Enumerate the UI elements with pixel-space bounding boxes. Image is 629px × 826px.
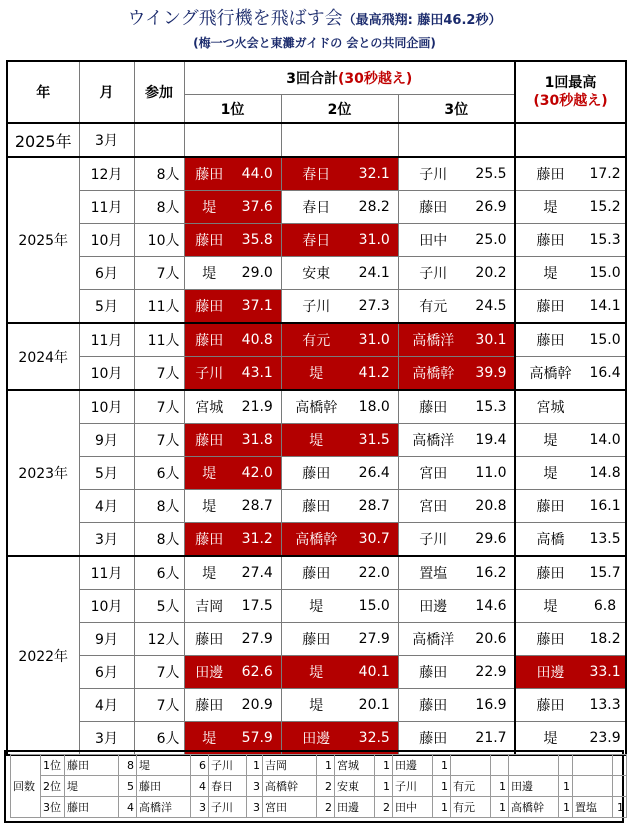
participants-cell: 7人 (134, 390, 184, 424)
table-row (7, 523, 626, 557)
tally-count: 1 (559, 776, 573, 797)
table-row (7, 290, 626, 324)
month-cell: 12月 (79, 157, 134, 191)
tally-count: 3 (247, 797, 263, 818)
first-value-cell: 20.9 (234, 689, 281, 722)
second-value-cell: 32.5 (351, 722, 398, 756)
table-row (7, 191, 626, 224)
tally-name: 子川 (209, 755, 247, 776)
table-row (7, 656, 626, 689)
table-row (7, 623, 626, 656)
best-value-cell: 16.1 (585, 490, 626, 523)
first-value-cell: 62.6 (234, 656, 281, 689)
tally-row (11, 776, 627, 797)
header-total3-label: 3回合計 (286, 71, 338, 87)
first-name-cell: 子川 (184, 357, 234, 391)
third-value-cell: 16.9 (468, 689, 515, 722)
tally-count: 1 (491, 797, 509, 818)
tally-count: 1 (613, 797, 627, 818)
table-row (7, 424, 626, 457)
second-name-cell: 堤 (281, 656, 351, 689)
first-name-cell: 藤田 (184, 523, 234, 557)
best-name-cell: 藤田 (515, 224, 585, 257)
month-cell: 11月 (79, 556, 134, 590)
tally-count: 2 (317, 797, 335, 818)
second-value-cell: 26.4 (351, 457, 398, 490)
second-value-cell: 22.0 (351, 556, 398, 590)
empty-cell (585, 123, 626, 157)
participants-cell: 11人 (134, 290, 184, 324)
second-value-cell: 41.2 (351, 357, 398, 391)
month-cell: 11月 (79, 191, 134, 224)
second-name-cell: 藤田 (281, 556, 351, 590)
second-value-cell: 31.0 (351, 323, 398, 357)
tally-name: 藤田 (65, 755, 119, 776)
year-cell: 2025年 (7, 157, 79, 323)
month-cell: 10月 (79, 357, 134, 391)
best-name-cell: 藤田 (515, 689, 585, 722)
tally-name (573, 755, 613, 776)
table-row (7, 457, 626, 490)
third-value-cell: 39.9 (468, 357, 515, 391)
second-name-cell: 堤 (281, 590, 351, 623)
empty-cell (398, 123, 468, 157)
first-name-cell: 藤田 (184, 424, 234, 457)
tally-name: 田邊 (335, 797, 375, 818)
first-value-cell: 44.0 (234, 157, 281, 191)
tally-count: 1 (559, 797, 573, 818)
upcoming-row (7, 123, 626, 157)
month-cell: 10月 (79, 390, 134, 424)
empty-cell (351, 123, 398, 157)
first-name-cell: 堤 (184, 556, 234, 590)
third-value-cell: 25.5 (468, 157, 515, 191)
tally-name: 高橋洋 (137, 797, 191, 818)
participants-cell: 8人 (134, 157, 184, 191)
tally-name: 宮田 (263, 797, 317, 818)
second-name-cell: 春日 (281, 157, 351, 191)
second-value-cell: 18.0 (351, 390, 398, 424)
third-name-cell: 高橋洋 (398, 424, 468, 457)
tally-name: 藤田 (137, 776, 191, 797)
tally-count (613, 755, 627, 776)
participants-cell: 7人 (134, 656, 184, 689)
tally-count: 2 (317, 776, 335, 797)
participants-cell: 7人 (134, 689, 184, 722)
first-value-cell: 27.9 (234, 623, 281, 656)
table-row (7, 556, 626, 590)
second-value-cell: 27.9 (351, 623, 398, 656)
best-value-cell: 14.8 (585, 457, 626, 490)
best-name-cell: 藤田 (515, 623, 585, 656)
second-name-cell: 藤田 (281, 490, 351, 523)
empty-cell (515, 123, 585, 157)
tally-name: 高橋幹 (263, 776, 317, 797)
participants-cell: 8人 (134, 191, 184, 224)
best-name-cell: 堤 (515, 424, 585, 457)
month-cell: 3月 (79, 523, 134, 557)
first-value-cell: 43.1 (234, 357, 281, 391)
best-name-cell: 藤田 (515, 556, 585, 590)
tally-name (451, 755, 491, 776)
header-best1-label: 1回最高 (544, 75, 597, 91)
tally-name (573, 776, 613, 797)
first-name-cell: 堤 (184, 191, 234, 224)
tally-table (10, 754, 627, 818)
table-row (7, 157, 626, 191)
best-value-cell: 15.3 (585, 224, 626, 257)
tally-name: 子川 (209, 797, 247, 818)
best-value-cell: 15.0 (585, 323, 626, 357)
third-name-cell: 高橋幹 (398, 357, 468, 391)
best-name-cell: 藤田 (515, 290, 585, 324)
third-name-cell: 藤田 (398, 390, 468, 424)
tally-rank: 2位 (41, 776, 65, 797)
third-value-cell: 26.9 (468, 191, 515, 224)
tally-count (613, 776, 627, 797)
first-value-cell: 40.8 (234, 323, 281, 357)
tally-count: 1 (491, 776, 509, 797)
tally-name: 吉岡 (263, 755, 317, 776)
tally-count: 4 (191, 776, 209, 797)
best-value-cell: 13.5 (585, 523, 626, 557)
year-cell: 2023年 (7, 390, 79, 556)
header-best1 (515, 61, 626, 123)
third-name-cell: 藤田 (398, 722, 468, 756)
tally-count: 8 (119, 755, 137, 776)
empty-cell (468, 123, 515, 157)
participants-cell: 8人 (134, 490, 184, 523)
best-name-cell: 田邊 (515, 656, 585, 689)
second-value-cell: 31.5 (351, 424, 398, 457)
first-name-cell: 藤田 (184, 689, 234, 722)
third-value-cell: 30.1 (468, 323, 515, 357)
second-name-cell: 藤田 (281, 457, 351, 490)
second-name-cell: 堤 (281, 424, 351, 457)
third-value-cell: 20.8 (468, 490, 515, 523)
tally-count: 1 (375, 755, 393, 776)
month-cell: 10月 (79, 590, 134, 623)
participants-cell: 6人 (134, 722, 184, 756)
best-value-cell: 14.1 (585, 290, 626, 324)
second-value-cell: 30.7 (351, 523, 398, 557)
participants-cell: 5人 (134, 590, 184, 623)
best-name-cell: 宮城 (515, 390, 585, 424)
month-cell: 9月 (79, 424, 134, 457)
best-value-cell: 16.4 (585, 357, 626, 391)
month-cell: 5月 (79, 457, 134, 490)
participants-cell: 12人 (134, 623, 184, 656)
third-value-cell: 21.7 (468, 722, 515, 756)
third-value-cell: 29.6 (468, 523, 515, 557)
tally-name: 有元 (451, 776, 491, 797)
participants-cell: 10人 (134, 224, 184, 257)
tally-name: 宮城 (335, 755, 375, 776)
second-value-cell: 24.1 (351, 257, 398, 290)
second-name-cell: 有元 (281, 323, 351, 357)
second-value-cell: 31.0 (351, 224, 398, 257)
second-name-cell: 高橋幹 (281, 390, 351, 424)
empty-cell (184, 123, 234, 157)
tally-count: 1 (317, 755, 335, 776)
table-row (7, 323, 626, 357)
third-value-cell: 15.3 (468, 390, 515, 424)
tally-name: 置塩 (573, 797, 613, 818)
month-cell: 10月 (79, 224, 134, 257)
second-value-cell: 40.1 (351, 656, 398, 689)
first-value-cell: 37.1 (234, 290, 281, 324)
tally-label: 回数 (11, 755, 41, 818)
second-name-cell: 堤 (281, 357, 351, 391)
participants-cell: 6人 (134, 457, 184, 490)
third-name-cell: 高橋洋 (398, 623, 468, 656)
third-value-cell: 20.6 (468, 623, 515, 656)
first-value-cell: 31.8 (234, 424, 281, 457)
tally-row (11, 755, 627, 776)
table-row (7, 224, 626, 257)
best-value-cell (585, 390, 626, 424)
header-total3-note: (30秒越え) (338, 71, 413, 87)
third-name-cell: 置塩 (398, 556, 468, 590)
tally-count: 5 (119, 776, 137, 797)
third-name-cell: 藤田 (398, 689, 468, 722)
tally-count (491, 755, 509, 776)
third-name-cell: 子川 (398, 523, 468, 557)
page-subtitle: (梅一つ火会と東灘ガイドの 会との共同企画) (193, 36, 436, 50)
first-name-cell: 藤田 (184, 323, 234, 357)
month-cell: 5月 (79, 290, 134, 324)
tally-name (509, 755, 559, 776)
first-value-cell: 42.0 (234, 457, 281, 490)
tally-rank: 3位 (41, 797, 65, 818)
first-value-cell: 21.9 (234, 390, 281, 424)
best-value-cell: 14.0 (585, 424, 626, 457)
header-total3 (184, 61, 515, 95)
table-row (7, 257, 626, 290)
second-name-cell: 田邊 (281, 722, 351, 756)
best-value-cell: 6.8 (585, 590, 626, 623)
best-value-cell: 15.0 (585, 257, 626, 290)
third-value-cell: 25.0 (468, 224, 515, 257)
third-name-cell: 田邊 (398, 590, 468, 623)
third-name-cell: 宮田 (398, 457, 468, 490)
tally-name: 堤 (137, 755, 191, 776)
tally-name: 有元 (451, 797, 491, 818)
header-year: 年 (7, 61, 79, 123)
best-name-cell: 藤田 (515, 323, 585, 357)
month-cell: 3月 (79, 722, 134, 756)
tally-count: 1 (375, 776, 393, 797)
best-value-cell: 13.3 (585, 689, 626, 722)
second-value-cell: 15.0 (351, 590, 398, 623)
first-value-cell: 17.5 (234, 590, 281, 623)
best-value-cell: 17.2 (585, 157, 626, 191)
tally-count: 1 (433, 755, 451, 776)
header-first: 1位 (184, 95, 281, 124)
best-name-cell: 堤 (515, 722, 585, 756)
tally-rank: 1位 (41, 755, 65, 776)
header-row-1 (7, 61, 626, 95)
results-table (6, 60, 627, 756)
third-name-cell: 子川 (398, 157, 468, 191)
tally-count: 6 (191, 755, 209, 776)
month-cell: 4月 (79, 689, 134, 722)
first-value-cell: 28.7 (234, 490, 281, 523)
tally-count (559, 755, 573, 776)
header-month: 月 (79, 61, 134, 123)
second-name-cell: 春日 (281, 224, 351, 257)
first-value-cell: 57.9 (234, 722, 281, 756)
third-value-cell: 16.2 (468, 556, 515, 590)
third-name-cell: 有元 (398, 290, 468, 324)
table-row (7, 357, 626, 391)
header-participants: 参加 (134, 61, 184, 123)
tally-name: 子川 (393, 776, 433, 797)
best-name-cell: 高橋幹 (515, 357, 585, 391)
empty-cell (134, 123, 184, 157)
tally-count: 3 (191, 797, 209, 818)
participants-cell: 11人 (134, 323, 184, 357)
first-name-cell: 藤田 (184, 224, 234, 257)
first-name-cell: 宮城 (184, 390, 234, 424)
third-name-cell: 高橋洋 (398, 323, 468, 357)
second-value-cell: 27.3 (351, 290, 398, 324)
second-value-cell: 28.2 (351, 191, 398, 224)
first-name-cell: 藤田 (184, 290, 234, 324)
tally-count: 1 (433, 776, 451, 797)
best-name-cell: 堤 (515, 191, 585, 224)
first-value-cell: 29.0 (234, 257, 281, 290)
upcoming-year: 2025年 (7, 123, 79, 157)
tally-name: 藤田 (65, 797, 119, 818)
third-name-cell: 田中 (398, 224, 468, 257)
table-row (7, 490, 626, 523)
first-name-cell: 吉岡 (184, 590, 234, 623)
first-value-cell: 35.8 (234, 224, 281, 257)
first-name-cell: 堤 (184, 457, 234, 490)
header-second: 2位 (281, 95, 398, 124)
best-name-cell: 高橋 (515, 523, 585, 557)
third-name-cell: 藤田 (398, 656, 468, 689)
best-value-cell: 15.7 (585, 556, 626, 590)
participants-cell: 7人 (134, 424, 184, 457)
tally-count: 4 (119, 797, 137, 818)
first-value-cell: 27.4 (234, 556, 281, 590)
third-value-cell: 20.2 (468, 257, 515, 290)
second-name-cell: 子川 (281, 290, 351, 324)
second-name-cell: 高橋幹 (281, 523, 351, 557)
first-value-cell: 37.6 (234, 191, 281, 224)
third-value-cell: 24.5 (468, 290, 515, 324)
first-name-cell: 藤田 (184, 623, 234, 656)
table-row (7, 590, 626, 623)
second-name-cell: 藤田 (281, 623, 351, 656)
best-value-cell: 33.1 (585, 656, 626, 689)
empty-cell (234, 123, 281, 157)
second-name-cell: 堤 (281, 689, 351, 722)
tally-count: 3 (247, 776, 263, 797)
best-name-cell: 藤田 (515, 490, 585, 523)
best-value-cell: 23.9 (585, 722, 626, 756)
first-name-cell: 田邊 (184, 656, 234, 689)
tally-name: 田中 (393, 797, 433, 818)
header-best1-note: (30秒越え) (533, 93, 608, 109)
empty-cell (281, 123, 351, 157)
first-value-cell: 31.2 (234, 523, 281, 557)
first-name-cell: 堤 (184, 490, 234, 523)
tally-name: 春日 (209, 776, 247, 797)
first-name-cell: 堤 (184, 722, 234, 756)
page-title (0, 4, 629, 30)
third-value-cell: 14.6 (468, 590, 515, 623)
best-value-cell: 15.2 (585, 191, 626, 224)
title-main: ウイング飛行機を飛ばす会 (127, 8, 343, 29)
second-value-cell: 32.1 (351, 157, 398, 191)
tally-count: 1 (247, 755, 263, 776)
table-row (7, 390, 626, 424)
tally-count: 1 (433, 797, 451, 818)
tally-row (11, 797, 627, 818)
third-value-cell: 11.0 (468, 457, 515, 490)
tally-name: 高橋幹 (509, 797, 559, 818)
best-name-cell: 堤 (515, 257, 585, 290)
third-name-cell: 子川 (398, 257, 468, 290)
month-cell: 6月 (79, 257, 134, 290)
third-name-cell: 藤田 (398, 191, 468, 224)
second-name-cell: 安東 (281, 257, 351, 290)
upcoming-month: 3月 (79, 123, 134, 157)
second-value-cell: 20.1 (351, 689, 398, 722)
month-cell: 6月 (79, 656, 134, 689)
third-value-cell: 19.4 (468, 424, 515, 457)
tally-name: 堤 (65, 776, 119, 797)
second-value-cell: 28.7 (351, 490, 398, 523)
month-cell: 9月 (79, 623, 134, 656)
third-value-cell: 22.9 (468, 656, 515, 689)
participants-cell: 8人 (134, 523, 184, 557)
participants-cell: 7人 (134, 257, 184, 290)
header-third: 3位 (398, 95, 515, 124)
title-note: （最高飛翔: 藤田46.2秒） (342, 13, 502, 28)
best-name-cell: 藤田 (515, 157, 585, 191)
best-name-cell: 堤 (515, 590, 585, 623)
first-name-cell: 藤田 (184, 157, 234, 191)
year-cell: 2024年 (7, 323, 79, 390)
month-cell: 11月 (79, 323, 134, 357)
tally-name: 田邊 (509, 776, 559, 797)
table-row (7, 689, 626, 722)
participants-cell: 7人 (134, 357, 184, 391)
second-name-cell: 春日 (281, 191, 351, 224)
best-name-cell: 堤 (515, 457, 585, 490)
tally-name: 田邊 (393, 755, 433, 776)
first-name-cell: 堤 (184, 257, 234, 290)
tally-name: 安東 (335, 776, 375, 797)
third-name-cell: 宮田 (398, 490, 468, 523)
participants-cell: 6人 (134, 556, 184, 590)
year-cell: 2022年 (7, 556, 79, 755)
tally-count: 2 (375, 797, 393, 818)
month-cell: 4月 (79, 490, 134, 523)
best-value-cell: 18.2 (585, 623, 626, 656)
